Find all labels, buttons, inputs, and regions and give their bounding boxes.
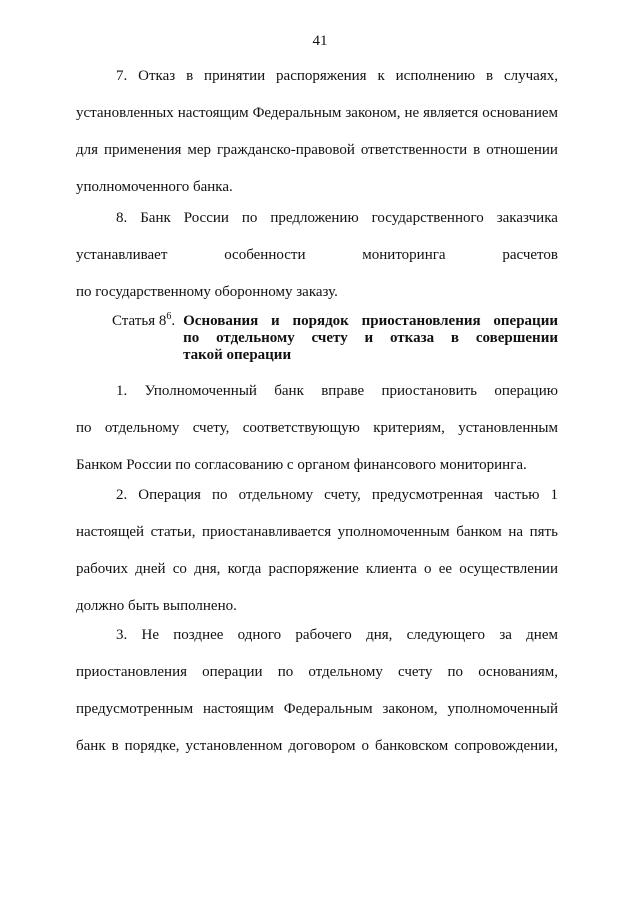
word: приостанавливается	[202, 524, 332, 540]
article-title-line-1	[183, 313, 558, 330]
word: гражданско-правовой	[217, 142, 355, 158]
article-title-line-3: такой операции	[183, 347, 292, 363]
paragraph-7-line-2	[76, 95, 558, 132]
word: отношении	[486, 142, 558, 158]
word: операции	[493, 313, 558, 329]
word: приостановления	[361, 313, 481, 329]
article-paragraph-2-line-3	[76, 551, 558, 588]
word: уполномоченный	[447, 701, 558, 717]
word: по	[277, 664, 294, 680]
word: 1.	[116, 383, 128, 399]
word: установленных	[76, 105, 174, 121]
word: счету,	[192, 420, 230, 436]
word: настоящим	[177, 105, 249, 121]
word: одного	[237, 627, 282, 643]
word: и	[364, 330, 374, 346]
word: критериям,	[373, 420, 445, 436]
word: предложению	[270, 210, 359, 226]
word: 1	[550, 487, 558, 503]
word: законом,	[345, 105, 401, 121]
word: отдельному	[104, 420, 180, 436]
word: отдельному	[238, 487, 314, 503]
word: банковском	[374, 738, 449, 754]
word: отказа	[389, 330, 435, 346]
article-paragraph-2	[76, 477, 558, 625]
word: установленным	[458, 420, 558, 436]
word: отдельному	[308, 664, 383, 680]
word: счету,	[324, 487, 361, 503]
word: счету	[311, 330, 348, 346]
word: Федеральным	[252, 105, 342, 121]
word: рабочих	[76, 561, 128, 577]
word: отдельному	[216, 330, 295, 346]
word: исполнению	[395, 68, 476, 84]
word: в	[473, 142, 481, 158]
word: вправе	[321, 383, 365, 399]
word: о	[361, 738, 369, 754]
word: за	[499, 627, 512, 643]
article-paragraph-2-line-4: должно быть выполнено.	[76, 598, 237, 614]
word: порядке,	[124, 738, 180, 754]
word: приостановить	[381, 383, 477, 399]
article-heading	[112, 313, 558, 364]
word: днем	[526, 627, 558, 643]
word: в	[485, 68, 494, 84]
word: и	[271, 313, 280, 329]
word: по	[241, 210, 258, 226]
word: договором	[288, 738, 356, 754]
article-paragraph-1-line-3: Банком России по согласованию с органом финансового мониторинга.	[76, 457, 527, 473]
word: по	[183, 330, 200, 346]
word: основаниям,	[478, 664, 558, 680]
word: соответствующую	[242, 420, 360, 436]
word: к	[377, 68, 385, 84]
article-paragraph-1-line-1	[76, 373, 558, 410]
word: банк	[76, 738, 106, 754]
word: дня,	[194, 561, 221, 577]
article-paragraph-2-line-2	[76, 514, 558, 551]
word: со	[172, 561, 187, 577]
word: законом,	[382, 701, 438, 717]
word: 3.	[116, 627, 128, 643]
word: на	[508, 524, 524, 540]
word: о	[424, 561, 432, 577]
word: совершении	[475, 330, 558, 346]
word: Отказ	[138, 68, 176, 84]
word: не	[404, 105, 420, 121]
paragraph-7	[76, 58, 558, 206]
paragraph-8	[76, 200, 558, 311]
word: уполномоченным	[337, 524, 450, 540]
word: следующего	[406, 627, 486, 643]
word: для	[76, 142, 99, 158]
paragraph-8-line-3: по государственному оборонному заказу.	[76, 284, 338, 300]
word: случаях,	[503, 68, 558, 84]
word: порядок	[292, 313, 349, 329]
article-paragraph-3-line-4	[76, 728, 558, 765]
word: счету	[397, 664, 433, 680]
word: по	[76, 420, 92, 436]
paragraph-8-line-2	[76, 237, 558, 274]
word: Операция	[138, 487, 201, 503]
word: предусмотренным	[76, 701, 194, 717]
word: 2.	[116, 487, 128, 503]
word: является	[423, 105, 479, 121]
word: особенности	[224, 247, 306, 263]
word: устанавливает	[76, 247, 168, 263]
word: расчетов	[502, 247, 558, 263]
word: настоящим	[202, 701, 274, 717]
word: рабочего	[295, 627, 352, 643]
word: в	[186, 68, 194, 84]
word: настоящей	[76, 524, 145, 540]
article-paragraph-3-line-2	[76, 654, 558, 691]
article-paragraph-3-line-1	[76, 617, 558, 654]
word: Не	[141, 627, 159, 643]
paragraph-7-line-1	[76, 58, 558, 95]
word: применения	[104, 142, 182, 158]
word: Федеральным	[283, 701, 373, 717]
word: частью	[493, 487, 540, 503]
paragraph-7-line-3	[76, 132, 558, 169]
word: статьи,	[150, 524, 196, 540]
word: когда	[227, 561, 262, 577]
word: принятии	[204, 68, 266, 84]
word: операцию	[494, 383, 558, 399]
word: Банк	[140, 210, 171, 226]
word: позднее	[173, 627, 224, 643]
article-number: Статья $8^6$.	[112, 311, 176, 329]
word: распоряжения	[276, 68, 367, 84]
word: приостановления	[76, 664, 187, 680]
word: государственного	[371, 210, 484, 226]
word: ее	[438, 561, 453, 577]
word: дня,	[366, 627, 393, 643]
word: основанием	[482, 105, 558, 121]
article-paragraph-3	[76, 617, 558, 765]
page-number: 41	[312, 33, 328, 49]
word: 7.	[116, 68, 128, 84]
word: России	[183, 210, 229, 226]
article-title-line-2	[183, 330, 558, 347]
word: ответственности	[360, 142, 468, 158]
word: предусмотренная	[371, 487, 483, 503]
word: осуществлении	[459, 561, 558, 577]
word: сопровождении,	[454, 738, 558, 754]
word: Уполномоченный	[144, 383, 257, 399]
word: операции	[202, 664, 263, 680]
word: пять	[529, 524, 558, 540]
word: заказчика	[496, 210, 558, 226]
word: мониторинга	[362, 247, 446, 263]
article-paragraph-1	[76, 373, 558, 484]
word: мер	[187, 142, 212, 158]
word: банк	[274, 383, 304, 399]
word: 8.	[116, 210, 128, 226]
article-paragraph-1-line-2	[76, 410, 558, 447]
article-title	[183, 313, 558, 364]
word: банком	[456, 524, 502, 540]
article-paragraph-3-line-3	[76, 691, 558, 728]
article-paragraph-2-line-1	[76, 477, 558, 514]
word: по	[211, 487, 228, 503]
word: в	[111, 738, 119, 754]
word: установленном	[185, 738, 283, 754]
paragraph-8-line-1	[76, 200, 558, 237]
paragraph-7-line-4: уполномоченного банка.	[76, 179, 233, 195]
word: клиента	[365, 561, 417, 577]
word: распоряжение	[268, 561, 359, 577]
word: по	[447, 664, 464, 680]
word: Основания	[183, 313, 259, 329]
word: в	[450, 330, 460, 346]
word: дней	[135, 561, 166, 577]
